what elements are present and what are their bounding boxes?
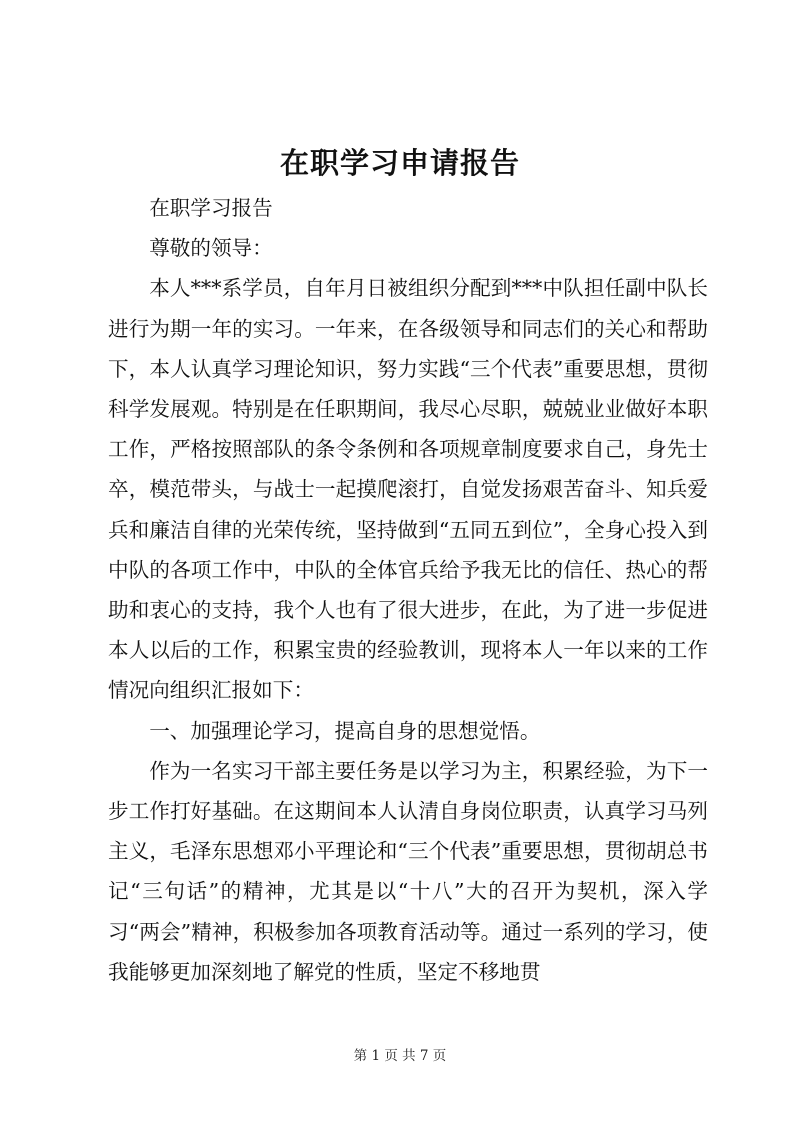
paragraph-introduction: 本人***系学员，自年月日被组织分配到***中队担任副中队长进行为期一年的实习。一年来，在各级领导和同志们的关心和帮助下，本人认真学习理论知识，努力实践“三个代表”重要思想，贯彻科学发展观。特别是在任职期间，我尽心尽职，兢兢业业做好本职工作，严格按照部队的条令条例和各项规章制度要求自己，身先士卒，模范带头，与战士一起摸爬滚打，自觉发扬艰苦奋斗、知兵爱兵和廉洁自律的光荣传统，坚持做到“五同五到位”，全身心投入到中队的各项工作中，中队的全体官兵给予我无比的信任、热心的帮助和衷心的支持，我个人也有了很大进步，在此，为了进一步促进本人以后的工作，积累宝贵的经验教训，现将本人一年以来的工作情况向组织汇报如下： xyxy=(108,276,708,703)
section-heading-1: 一、加强理论学习，提高自身的思想觉悟。 xyxy=(149,718,541,743)
document-body xyxy=(108,188,708,992)
paragraph-subtitle: 在职学习报告 xyxy=(149,196,273,220)
paragraph-section-1: 作为一名实习干部主要任务是以学习为主，积累经验，为下一步工作打好基础。在这期间本人认清自身岗位职责，认真学习马列主义，毛泽东思想邓小平理论和“三个代表”重要思想，贯彻胡总书记“三句话”的精神，尤其是以“十八”大的召开为契机，深入学习“两会”精神，积极参加各项教育活动等。通过一系列的学习，使我能够更加深刻地了解党的性质，坚定不移地贯 xyxy=(108,758,708,984)
page-number-footer: 第 1 页 共 7 页 xyxy=(353,1048,447,1064)
paragraph-salutation: 尊敬的领导： xyxy=(149,236,273,261)
document-title: 在职学习申请报告 xyxy=(279,146,520,180)
